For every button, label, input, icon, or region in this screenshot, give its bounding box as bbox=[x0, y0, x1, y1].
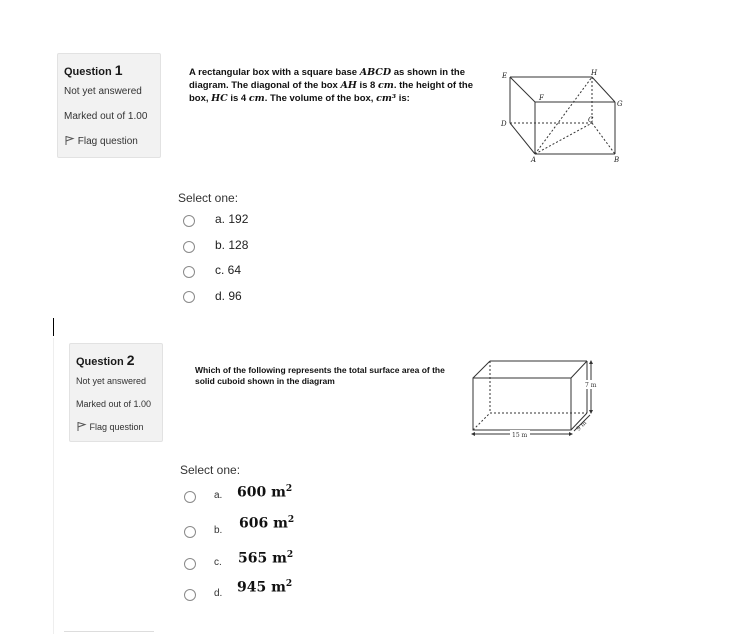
question-2-marks: Marked out of 1.00 bbox=[76, 399, 152, 409]
q2-option-d-radio[interactable] bbox=[184, 589, 196, 601]
question-2-text: Which of the following represents the total surface area of the solid cuboid shown in the diagram bbox=[195, 365, 445, 386]
q1-option-c-radio[interactable] bbox=[183, 266, 195, 278]
question-2-cuboid-diagram bbox=[470, 356, 600, 440]
question-1-flag-button[interactable] bbox=[64, 135, 138, 147]
q2-option-b-letter[interactable]: b. bbox=[214, 525, 223, 536]
q2-option-b-radio[interactable] bbox=[184, 526, 196, 538]
question-1-text: A rectangular box with a square base ABCD as shown in the diagram. The diagonal of the box AH is 8 cm. the height of the box, HC is 4 cm. The volume of the box, cm³ is: bbox=[189, 67, 473, 104]
q2-option-a-value[interactable]: 600 $m^2$ bbox=[237, 484, 293, 501]
q1-option-a-radio[interactable] bbox=[183, 215, 195, 227]
q2-option-c-value[interactable]: 565 $m^2$ bbox=[238, 550, 294, 567]
vertex-label-c: C bbox=[588, 116, 594, 124]
q2-option-b-value[interactable]: 606 $m^2$ bbox=[239, 515, 295, 532]
vertex-label-b: B bbox=[614, 156, 620, 164]
q2-option-d-letter[interactable]: d. bbox=[214, 588, 223, 599]
flag-question-label: Flag question bbox=[77, 136, 138, 147]
q2-option-a-radio[interactable] bbox=[184, 491, 196, 503]
question-1-box-diagram bbox=[497, 68, 632, 166]
q1-option-c-label[interactable]: c. 64 bbox=[215, 263, 242, 277]
q2-option-d-value[interactable]: 945 $m^2$ bbox=[237, 579, 293, 596]
q2-option-a-letter[interactable]: a. bbox=[214, 490, 223, 501]
vertex-label-e: E bbox=[502, 72, 508, 80]
q2-option-c-radio[interactable] bbox=[184, 558, 196, 570]
question-1-marks: Marked out of 1.00 bbox=[64, 111, 148, 122]
question-1-select-one: Select one: bbox=[178, 191, 239, 205]
flag-question-label: Flag question bbox=[89, 422, 144, 432]
flag-icon bbox=[76, 421, 87, 432]
question-2-info bbox=[69, 343, 163, 442]
dimension-height-label: 7 m bbox=[585, 382, 597, 389]
q2-option-c-letter[interactable]: c. bbox=[214, 557, 222, 568]
vertex-label-f: F bbox=[539, 94, 544, 102]
q1-option-d-label[interactable]: d. 96 bbox=[215, 289, 242, 303]
question-1-status: Not yet answered bbox=[64, 86, 142, 97]
vertex-label-d: D bbox=[501, 120, 507, 128]
text-cursor bbox=[53, 318, 54, 336]
vertex-label-g: G bbox=[617, 100, 623, 108]
left-border-line bbox=[53, 338, 54, 634]
vertex-label-h: H bbox=[591, 69, 598, 77]
q1-option-b-radio[interactable] bbox=[183, 241, 195, 253]
q1-option-d-radio[interactable] bbox=[183, 291, 195, 303]
question-2-status: Not yet answered bbox=[76, 376, 147, 386]
question-2-select-one: Select one: bbox=[180, 463, 241, 477]
flag-icon bbox=[64, 135, 75, 146]
question-1-info bbox=[57, 53, 161, 158]
vertex-label-a: A bbox=[531, 156, 537, 164]
question-2-number: Question 2 bbox=[76, 352, 135, 368]
dimension-length-label: 15 m bbox=[512, 432, 528, 439]
q1-option-b-label[interactable]: b. 128 bbox=[215, 238, 249, 252]
q1-option-a-label[interactable]: a. 192 bbox=[215, 212, 249, 226]
bottom-divider bbox=[64, 631, 154, 632]
dimension-depth-label: 9 m bbox=[575, 419, 589, 433]
question-1-number: Question 1 bbox=[64, 62, 123, 78]
question-2-flag-button[interactable] bbox=[76, 421, 144, 432]
